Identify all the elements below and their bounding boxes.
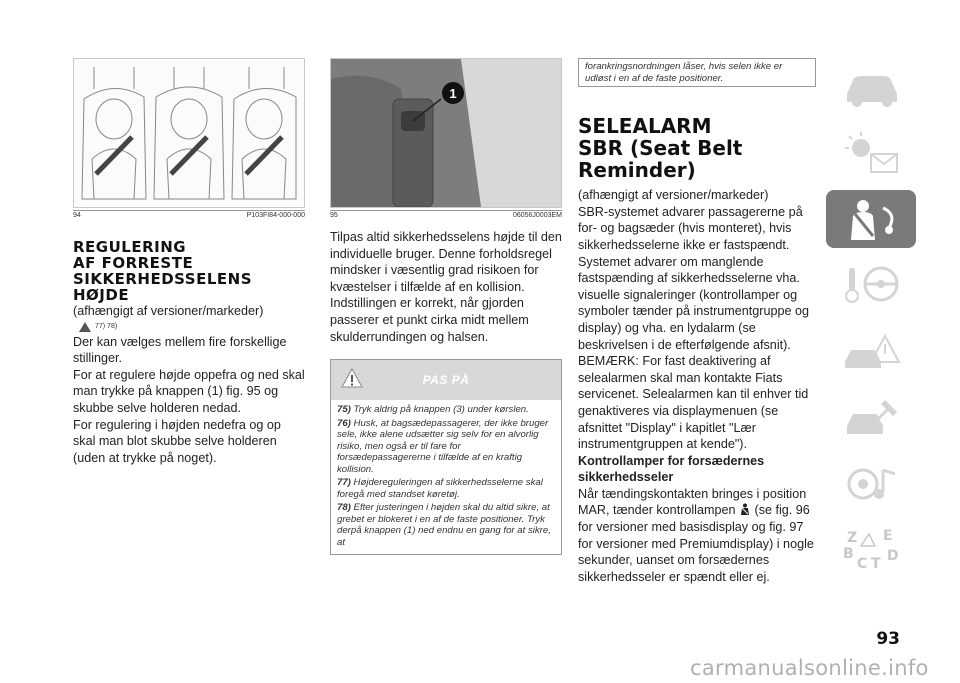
sidebar-item-index[interactable] bbox=[826, 520, 916, 578]
figure-code: 06056J0003EM bbox=[512, 212, 562, 219]
heading-line: HØJDE bbox=[73, 286, 130, 304]
paragraph: SBR-systemet advarer passagererne på for- og bagsæder (hvis monteret), hvis sikkerhedsselerne ikke er fastspændt. bbox=[578, 204, 803, 252]
index-letter: C bbox=[857, 556, 868, 572]
warning-title: PAS PÅ bbox=[422, 373, 470, 388]
heading-line: REGULERING bbox=[73, 238, 187, 256]
sidebar-item-multimedia[interactable] bbox=[826, 454, 916, 512]
paragraph: Systemet advarer om manglende fastspænding af sikkerhedsselerne vha. visuelle signaleringer (kontrollamper og symboler tænder på instrumentgruppe og display) og vha. en lydalarm (se beskrivelsen i de efterfølgende afsnit). bbox=[578, 254, 810, 352]
sidebar-item-car[interactable] bbox=[826, 58, 916, 116]
heading-line: SIKKERHEDSSELENS bbox=[73, 270, 253, 288]
index-letter: T bbox=[871, 556, 881, 572]
paragraph-text: (se fig. 96 for versioner med basisdisplay og fig. 97 for versioner med Premiumdisplay) i nogle sekunder, uanset om forsædernes sikkerhedsseler er spændt eller ej. bbox=[578, 503, 814, 584]
seatbelt-airbag-icon bbox=[839, 196, 903, 242]
media-icon bbox=[839, 460, 903, 506]
warning-item-number: 75) bbox=[337, 404, 351, 416]
warning-item bbox=[337, 418, 555, 476]
warning-continuation: forankringsnordningen låser, hvis selen ikke er udløst i en af de faste positioner. bbox=[578, 58, 816, 87]
paragraph-text: Når tændingskontakten bringes i position MAR, tænder kontrollampen bbox=[578, 486, 807, 518]
paragraph: For regulering i højden nedefra og op skal man blot skubbe selve holderen (uden at trykke på noget). bbox=[73, 417, 281, 465]
sidebar-item-lights[interactable] bbox=[826, 124, 916, 182]
index-letter: Z bbox=[847, 530, 858, 546]
warning-triangle-icon bbox=[341, 368, 363, 388]
version-note: (afhængigt af versioner/markeder) bbox=[73, 304, 264, 318]
index-letter: D bbox=[887, 548, 899, 564]
middle-column bbox=[330, 58, 562, 555]
sidebar-item-maintenance[interactable] bbox=[826, 388, 916, 446]
index-letter: B bbox=[843, 546, 854, 562]
paragraph bbox=[578, 486, 816, 586]
watermark: carmanualsonline.info bbox=[690, 656, 929, 680]
belt-height-figure bbox=[330, 58, 562, 208]
figure-caption bbox=[73, 210, 305, 219]
figure-number: 95 bbox=[330, 212, 338, 219]
page-number: 93 bbox=[876, 629, 900, 649]
sidebar-item-starting[interactable] bbox=[826, 256, 916, 314]
sidebar-item-emergency[interactable] bbox=[826, 322, 916, 380]
warning-refs-row bbox=[79, 320, 305, 334]
tools-car-icon bbox=[839, 394, 903, 440]
rear-seats-figure bbox=[73, 58, 305, 208]
chapter-sidebar bbox=[826, 58, 922, 586]
warning-car-icon bbox=[839, 328, 903, 374]
warning-item bbox=[337, 477, 555, 500]
warning-item bbox=[337, 404, 555, 416]
car-icon bbox=[839, 64, 903, 110]
sun-envelope-icon bbox=[839, 130, 903, 176]
warning-box bbox=[330, 359, 562, 555]
heading-line: AF FORRESTE bbox=[73, 254, 194, 272]
warning-triangle-icon bbox=[79, 322, 91, 332]
section-heading bbox=[578, 115, 816, 181]
paragraph: Der kan vælges mellem fire forskellige stillinger. bbox=[73, 334, 287, 366]
version-note: (afhængigt af versioner/markeder) bbox=[578, 188, 769, 203]
warning-item-text: Efter justeringen i højden skal du altid sikre, at grebet er blokeret i en af de faste positioner. Tryk derpå knappen (1) ned endnu en gang for at sikre, at bbox=[337, 502, 551, 548]
warning-item-number: 77) bbox=[337, 477, 351, 489]
warning-item-text: Højdereguleringen af sikkerhedsselerne skal foregå med standset køretøj. bbox=[337, 477, 543, 500]
figure-caption bbox=[330, 210, 562, 219]
sidebar-item-safety[interactable] bbox=[826, 190, 916, 248]
belt-pillar-illustration bbox=[331, 59, 561, 207]
warning-refs: 77) 78) bbox=[95, 323, 118, 331]
seatbelt-warning-icon bbox=[739, 503, 751, 515]
warning-item-text: Tryk aldrig på knappen (3) under kørslen. bbox=[353, 404, 529, 416]
warning-item-number: 76) bbox=[337, 417, 351, 429]
figure-code: P103FI84-000-000 bbox=[246, 212, 305, 219]
callout-number: 1 bbox=[449, 86, 457, 101]
rear-seats-illustration bbox=[74, 59, 304, 207]
left-column bbox=[73, 58, 305, 466]
warning-item-text: Husk, at bagsædepassagerer, der ikke bruger sele, ikke alene udsætter sig selv for en alvorlig risiko, men også er til fare for forsædepassagererne i tilfælde af en kraftig kollision. bbox=[337, 417, 549, 475]
paragraph: Tilpas altid sikkerhedsselens højde til den individuelle bruger. Denne forholdsregel mindsker i væsentlig grad risikoen for kvæstelser i tilfælde af en kollision. bbox=[330, 230, 562, 294]
index-letters-icon bbox=[839, 526, 903, 572]
index-letter: E bbox=[883, 528, 893, 544]
heading-line: Reminder) bbox=[578, 158, 696, 183]
section-heading bbox=[73, 239, 305, 303]
warning-item bbox=[337, 502, 555, 548]
right-column bbox=[578, 58, 816, 585]
warning-body bbox=[331, 400, 561, 554]
heading-line: SBR (Seat Belt bbox=[578, 136, 743, 161]
paragraph: Indstillingen er korrekt, når gjorden passerer et punkt cirka midt mellem skulderrundingen og halsen. bbox=[330, 296, 529, 344]
subheading: Kontrollamper for forsædernes sikkerhedsseler bbox=[578, 453, 765, 485]
key-steering-wheel-icon bbox=[839, 262, 903, 308]
warning-item-number: 78) bbox=[337, 502, 351, 514]
paragraph: For at regulere højde oppefra og ned skal man trykke på knappen (1) fig. 95 og skubbe selve holderen nedad. bbox=[73, 367, 305, 415]
warning-header bbox=[331, 360, 561, 400]
heading-line: SELEALARM bbox=[578, 114, 712, 139]
figure-number: 94 bbox=[73, 212, 81, 219]
paragraph: BEMÆRK: For fast deaktivering af selealarmen skal man kontakte Fiats servicenet. Selealarmen kan til enhver tid genaktiveres via displaymenuen (se afsnittet "Display" i kapitlet "Lær instrumentgruppen at kende"). bbox=[578, 354, 809, 452]
